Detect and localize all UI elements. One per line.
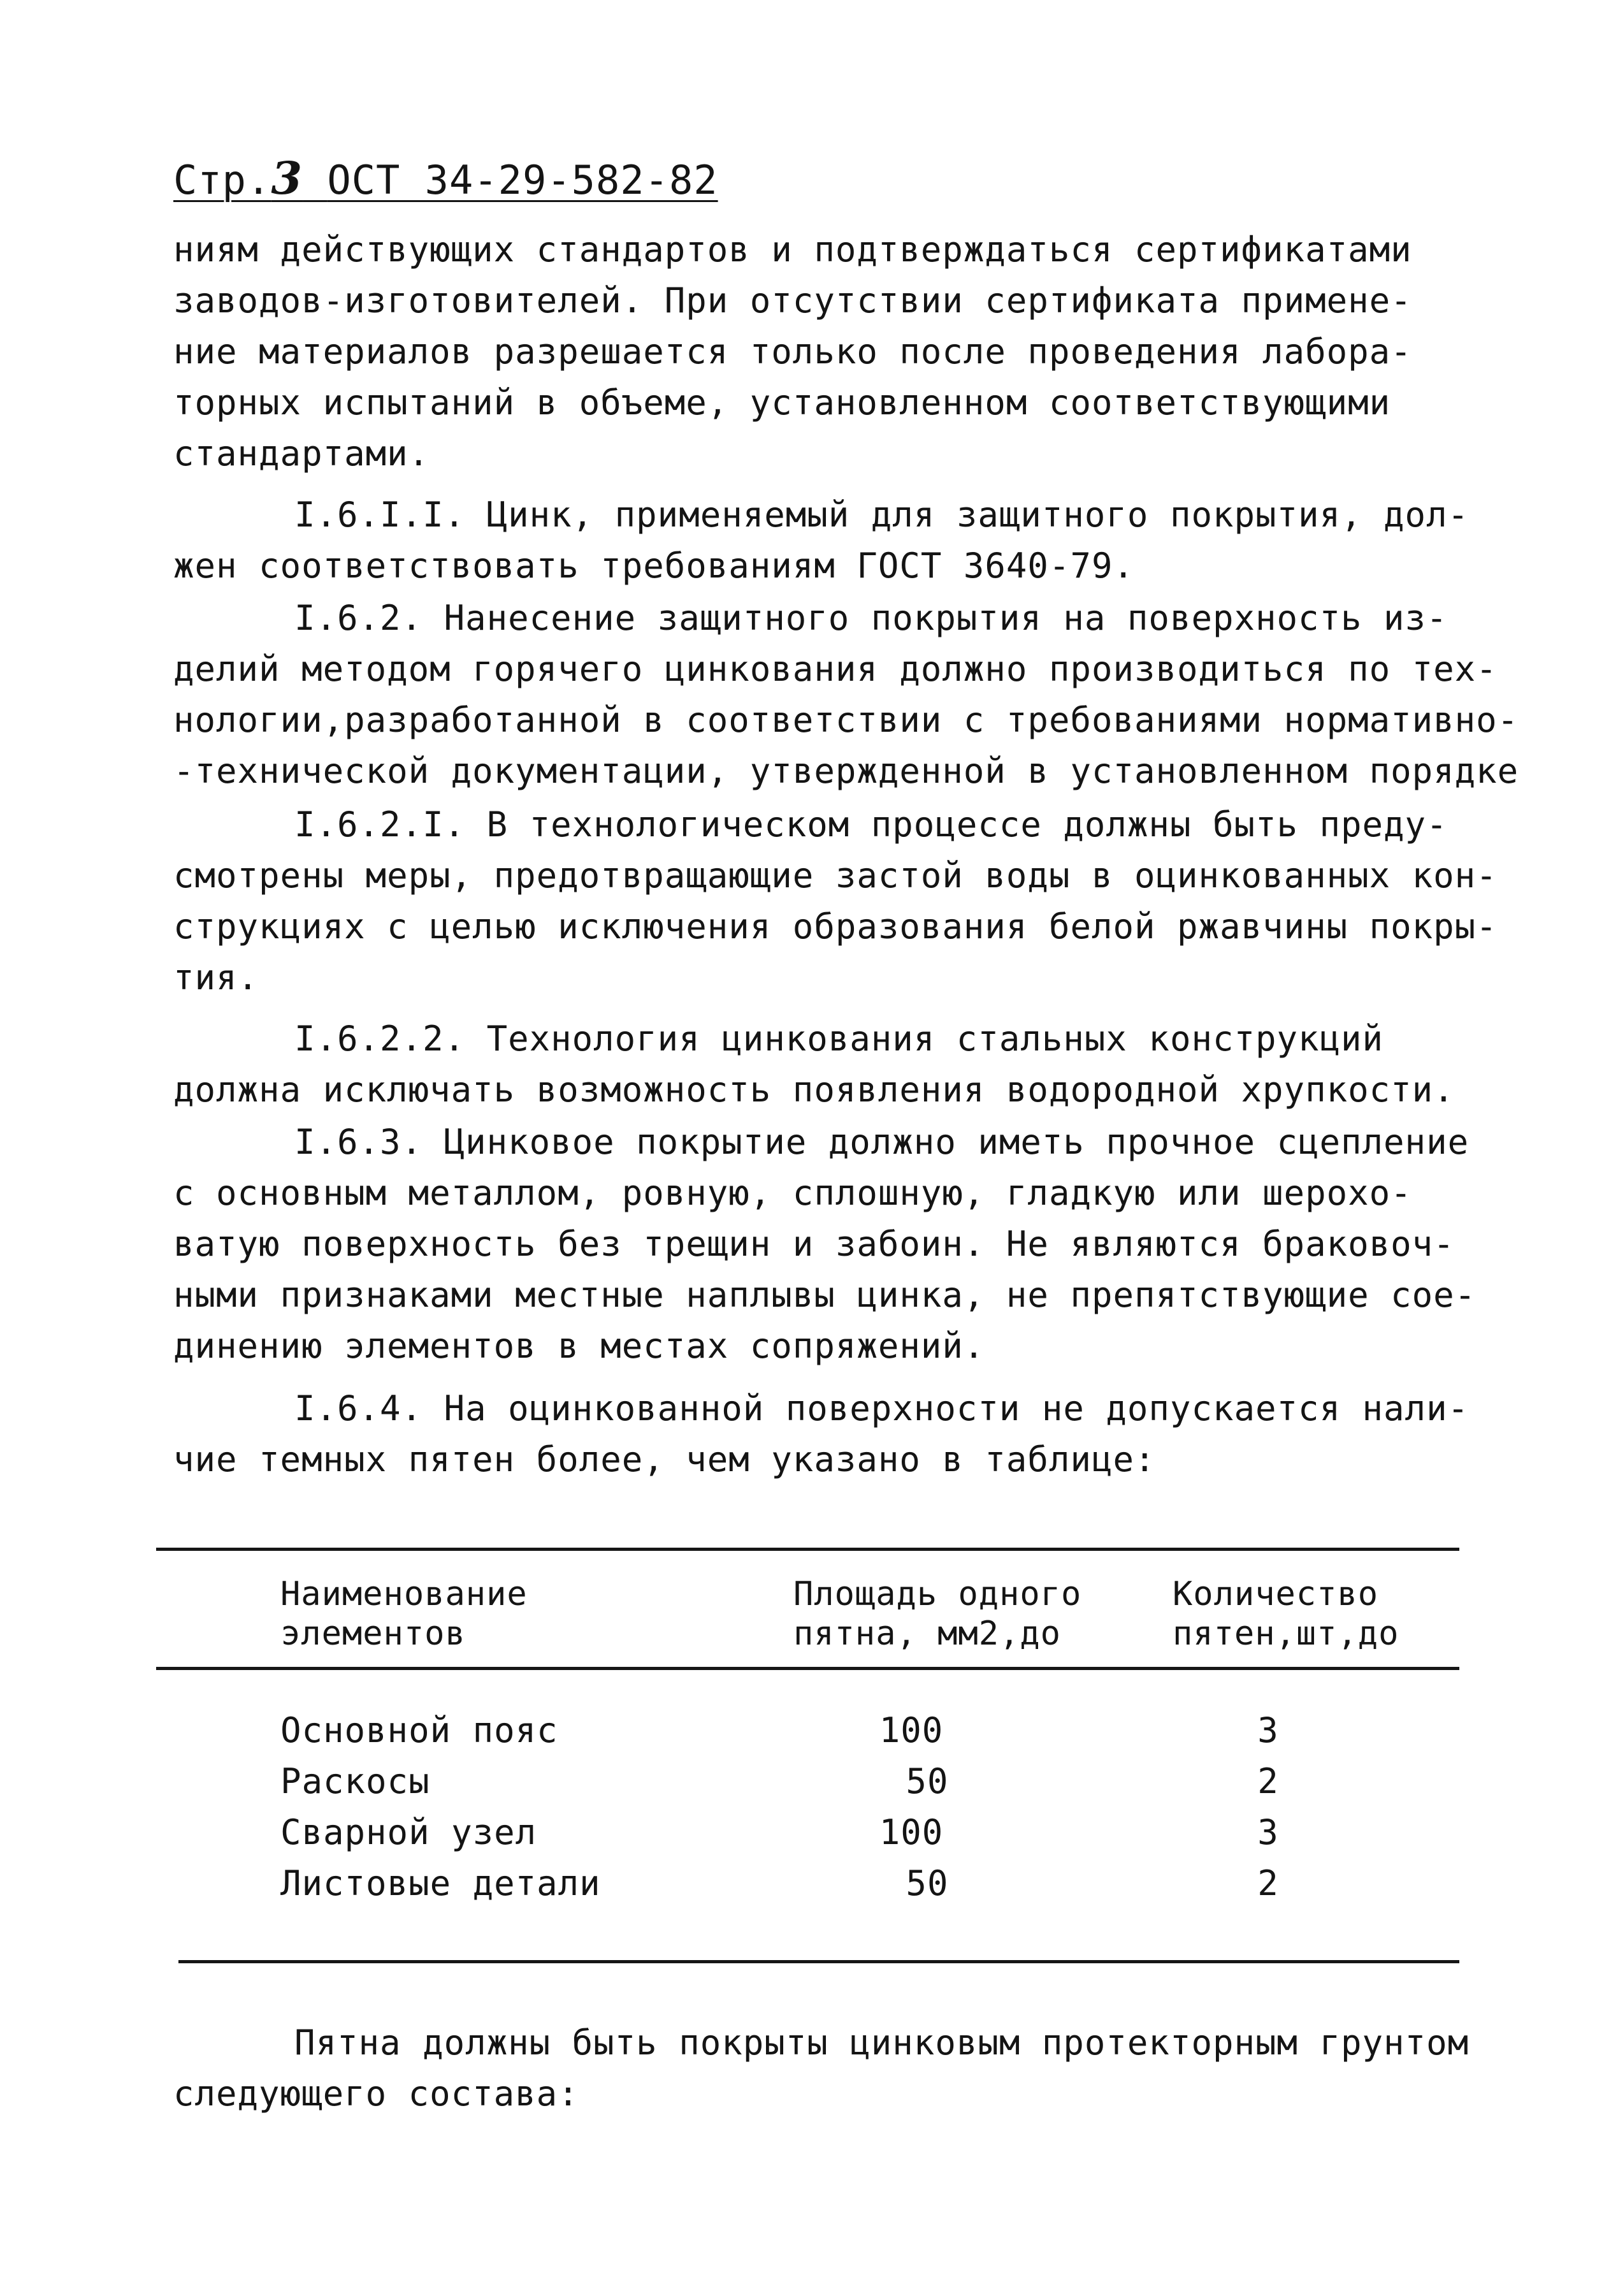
text-line: Пятна должны быть покрыты цинковым протекторным грунтом	[294, 2023, 1470, 2063]
text-line: I.6.2. Нанесение защитного покрытия на поверхность из-	[294, 598, 1448, 638]
text-line: делий методом горячего цинкования должно производиться по тех-	[173, 649, 1498, 689]
table-cell-area: 100	[879, 1812, 944, 1852]
text-line: торных испытаний в объеме, установленном соответствующими	[173, 382, 1391, 423]
paragraph-closing	[173, 2017, 1486, 2119]
table-header-count: Количество пятен,шт,до	[1173, 1575, 1399, 1653]
table-bottom-rule	[178, 1960, 1459, 1963]
table-cell-name: Основной пояс	[280, 1710, 558, 1750]
document-code: ОСТ 34-29-582-82	[327, 157, 718, 203]
table-header-rule	[156, 1667, 1459, 1670]
text-line: смотрены меры, предотвращающие застой воды в оцинкованных кон-	[173, 855, 1498, 896]
paragraph-1-6-2	[173, 593, 1519, 797]
text-line: нологии,разработанной в соответствии с требованиями нормативно-	[173, 700, 1519, 740]
text-line: I.6.3. Цинковое покрытие должно иметь прочное сцепление	[294, 1122, 1470, 1162]
text-line: стандартами.	[173, 433, 430, 474]
table-cell-count: 2	[1257, 1761, 1279, 1801]
text-line: жен соответствовать требованиям ГОСТ 3640-79.	[173, 546, 1134, 586]
text-line: с основным металлом, ровную, сплошную, гладкую или шерохо-	[173, 1173, 1412, 1213]
paragraph-continuation	[173, 224, 1486, 479]
paragraph-1-6-2-1	[173, 799, 1498, 1003]
text-line: I.6.2.I. В технологическом процессе должны быть преду-	[294, 804, 1448, 845]
page-prefix: Стр.	[173, 157, 271, 203]
text-line: I.6.2.2. Технология цинкования стальных конструкций	[294, 1019, 1384, 1059]
text-line: I.6.I.I. Цинк, применяемый для защитного покрытия, дол-	[294, 495, 1470, 535]
text-line: I.6.4. На оцинкованной поверхности не допускается нали-	[294, 1388, 1470, 1428]
table-header-name: Наименование элементов	[280, 1575, 528, 1653]
paragraph-1-6-2-2	[173, 1014, 1486, 1115]
table-cell-count: 2	[1257, 1863, 1279, 1903]
table-cell-count: 3	[1257, 1812, 1279, 1852]
text-line: ватую поверхность без трещин и забоин. Не являются браковоч-	[173, 1224, 1455, 1264]
text-line: тия.	[173, 957, 259, 998]
table-cell-count: 3	[1257, 1710, 1279, 1750]
text-line: динению элементов в местах сопряжений.	[173, 1326, 985, 1366]
text-line: -технической документации, утвержденной в установленном порядке	[173, 751, 1519, 791]
text-line: следующего состава:	[173, 2074, 579, 2114]
text-line: ными признаками местные наплывы цинка, не препятствующие сое-	[173, 1275, 1477, 1315]
page-number: 3	[271, 152, 303, 205]
table-header-area: Площадь одного пятна, мм2,до	[793, 1575, 1082, 1653]
table-cell-area: 50	[906, 1761, 949, 1801]
table-cell-name: Раскосы	[280, 1761, 430, 1801]
text-line: ниям действующих стандартов и подтверждаться сертификатами	[173, 229, 1412, 270]
text-line: должна исключать возможность появления водородной хрупкости.	[173, 1070, 1455, 1110]
page-header	[173, 152, 718, 205]
text-line: ние материалов разрешается только после проведения лабора-	[173, 331, 1412, 372]
table-cell-name: Сварной узел	[280, 1812, 537, 1852]
text-line: заводов-изготовителей. При отсутствии сертификата примене-	[173, 280, 1412, 321]
table-cell-area: 50	[906, 1863, 949, 1903]
table-top-rule	[156, 1548, 1459, 1551]
table-cell-name: Листовые детали	[280, 1863, 601, 1903]
table-cell-area: 100	[879, 1710, 944, 1750]
text-line: чие темных пятен более, чем указано в таблице:	[173, 1439, 1156, 1479]
paragraph-1-6-4	[173, 1383, 1486, 1485]
text-line: струкциях с целью исключения образования белой ржавчины покры-	[173, 906, 1498, 947]
paragraph-1-6-3	[173, 1117, 1486, 1372]
paragraph-1-6-1-1	[173, 490, 1486, 592]
